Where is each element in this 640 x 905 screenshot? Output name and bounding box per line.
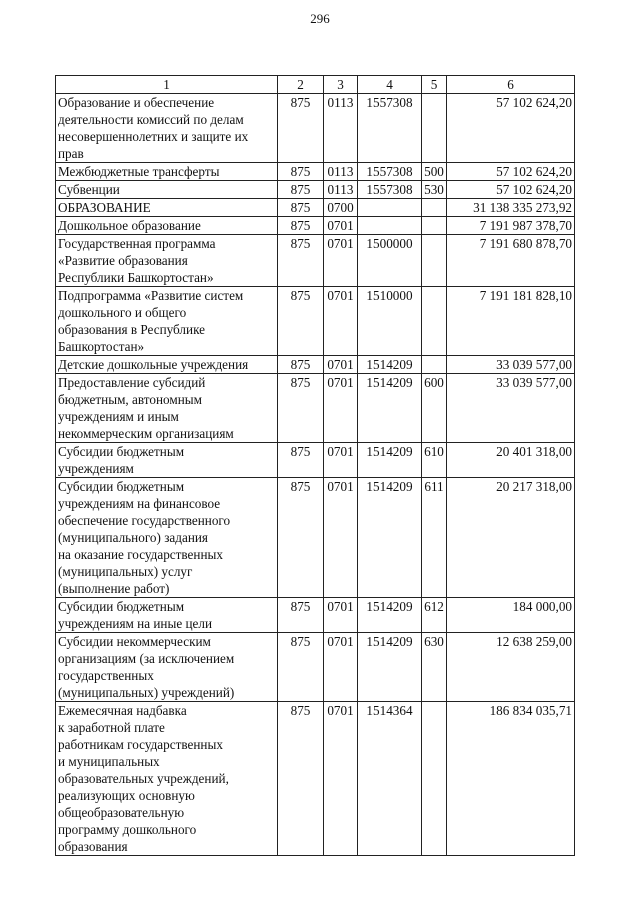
row-name-line: Государственная программа <box>58 236 216 251</box>
row-name-line: прав <box>58 146 84 161</box>
budget-table <box>55 75 575 856</box>
ministry-code-cell: 875 <box>278 443 324 478</box>
amount-cell: 186 834 035,71 <box>447 702 575 856</box>
target-article-cell <box>358 199 422 217</box>
row-name-cell <box>56 235 278 287</box>
amount-cell: 184 000,00 <box>447 598 575 633</box>
table-row <box>56 217 575 235</box>
row-name-line: Субсидии бюджетным <box>58 444 185 459</box>
table-body <box>56 94 575 856</box>
amount-cell: 31 138 335 273,92 <box>447 199 575 217</box>
page-number: 296 <box>310 11 330 26</box>
table-row <box>56 443 575 478</box>
row-name-line: деятельности комиссий по делам <box>58 112 244 127</box>
amount-cell: 7 191 987 378,70 <box>447 217 575 235</box>
expense-type-cell: 530 <box>422 181 447 199</box>
column-header: 6 <box>447 76 575 94</box>
target-article-cell: 1514209 <box>358 633 422 702</box>
section-code-cell: 0701 <box>324 287 358 356</box>
column-header: 2 <box>278 76 324 94</box>
row-name-line: образовательных учреждений, <box>58 771 229 786</box>
table-row <box>56 598 575 633</box>
row-name-cell <box>56 287 278 356</box>
row-name-line: Субсидии бюджетным <box>58 479 185 494</box>
expense-type-cell: 500 <box>422 163 447 181</box>
row-name-line: Образование и обеспечение <box>58 95 215 110</box>
row-name-line: (муниципальных) услуг <box>58 564 193 579</box>
amount-cell: 33 039 577,00 <box>447 374 575 443</box>
section-code-cell: 0701 <box>324 356 358 374</box>
row-name-cell <box>56 163 278 181</box>
target-article-cell: 1514364 <box>358 702 422 856</box>
row-name-line: реализующих основную <box>58 788 195 803</box>
table-row <box>56 633 575 702</box>
section-code-cell: 0701 <box>324 217 358 235</box>
expense-type-cell <box>422 94 447 163</box>
row-name-line: программу дошкольного <box>58 822 197 837</box>
target-article-cell: 1557308 <box>358 181 422 199</box>
target-article-cell: 1510000 <box>358 287 422 356</box>
target-article-cell: 1557308 <box>358 94 422 163</box>
row-name-line: Межбюджетные трансферты <box>58 164 220 179</box>
section-code-cell: 0701 <box>324 598 358 633</box>
row-name-cell <box>56 478 278 598</box>
table-row <box>56 199 575 217</box>
row-name-line: несовершеннолетних и защите их <box>58 129 249 144</box>
row-name-cell <box>56 374 278 443</box>
ministry-code-cell: 875 <box>278 287 324 356</box>
row-name-line: образования <box>58 839 128 854</box>
section-code-cell: 0701 <box>324 702 358 856</box>
section-code-cell: 0701 <box>324 633 358 702</box>
row-name-line: (выполнение работ) <box>58 581 170 596</box>
row-name-line: и муниципальных <box>58 754 160 769</box>
row-name-line: образования в Республике <box>58 322 206 337</box>
expense-type-cell: 630 <box>422 633 447 702</box>
table-row <box>56 235 575 287</box>
table-row <box>56 94 575 163</box>
row-name-line: учреждениям на иные цели <box>58 616 213 631</box>
row-name-cell <box>56 443 278 478</box>
column-header: 4 <box>358 76 422 94</box>
column-header: 3 <box>324 76 358 94</box>
row-name-cell <box>56 181 278 199</box>
row-name-cell <box>56 199 278 217</box>
row-name-line: учреждениям на финансовое <box>58 496 221 511</box>
row-name-line: дошкольного и общего <box>58 305 187 320</box>
row-name-line: учреждениям <box>58 461 134 476</box>
section-code-cell: 0113 <box>324 94 358 163</box>
target-article-cell: 1557308 <box>358 163 422 181</box>
row-name-line: Республики Башкортостан» <box>58 270 214 285</box>
expense-type-cell <box>422 356 447 374</box>
row-name-line: Субсидии некоммерческим <box>58 634 211 649</box>
ministry-code-cell: 875 <box>278 181 324 199</box>
column-header: 1 <box>56 76 278 94</box>
target-article-cell: 1514209 <box>358 374 422 443</box>
expense-type-cell: 600 <box>422 374 447 443</box>
row-name-line: (муниципальных) учреждений) <box>58 685 235 700</box>
row-name-line: организациям (за исключением <box>58 651 235 666</box>
table-row <box>56 356 575 374</box>
section-code-cell: 0701 <box>324 235 358 287</box>
expense-type-cell: 612 <box>422 598 447 633</box>
row-name-line: к заработной плате <box>58 720 165 735</box>
ministry-code-cell: 875 <box>278 478 324 598</box>
table-row <box>56 287 575 356</box>
amount-cell: 57 102 624,20 <box>447 94 575 163</box>
amount-cell: 12 638 259,00 <box>447 633 575 702</box>
section-code-cell: 0701 <box>324 443 358 478</box>
row-name-line: обеспечение государственного <box>58 513 231 528</box>
expense-type-cell: 611 <box>422 478 447 598</box>
row-name-cell <box>56 94 278 163</box>
section-code-cell: 0701 <box>324 478 358 598</box>
amount-cell: 7 191 181 828,10 <box>447 287 575 356</box>
row-name-line: Башкортостан» <box>58 339 145 354</box>
row-name-line: на оказание государственных <box>58 547 223 562</box>
section-code-cell: 0700 <box>324 199 358 217</box>
target-article-cell: 1514209 <box>358 478 422 598</box>
row-name-cell <box>56 598 278 633</box>
row-name-cell <box>56 217 278 235</box>
amount-cell: 20 217 318,00 <box>447 478 575 598</box>
table-row <box>56 374 575 443</box>
ministry-code-cell: 875 <box>278 163 324 181</box>
expense-type-cell <box>422 235 447 287</box>
table-row <box>56 163 575 181</box>
ministry-code-cell: 875 <box>278 217 324 235</box>
expense-type-cell <box>422 199 447 217</box>
row-name-cell <box>56 633 278 702</box>
amount-cell: 20 401 318,00 <box>447 443 575 478</box>
amount-cell: 33 039 577,00 <box>447 356 575 374</box>
table-row <box>56 702 575 856</box>
column-header: 5 <box>422 76 447 94</box>
target-article-cell: 1514209 <box>358 598 422 633</box>
table-row <box>56 181 575 199</box>
row-name-line: Субвенции <box>58 182 120 197</box>
row-name-line: Предоставление субсидий <box>58 375 206 390</box>
section-code-cell: 0701 <box>324 374 358 443</box>
ministry-code-cell: 875 <box>278 199 324 217</box>
ministry-code-cell: 875 <box>278 235 324 287</box>
table-row <box>56 478 575 598</box>
ministry-code-cell: 875 <box>278 598 324 633</box>
ministry-code-cell: 875 <box>278 94 324 163</box>
row-name-line: государственных <box>58 668 154 683</box>
ministry-code-cell: 875 <box>278 702 324 856</box>
target-article-cell <box>358 217 422 235</box>
target-article-cell: 1500000 <box>358 235 422 287</box>
ministry-code-cell: 875 <box>278 633 324 702</box>
row-name-line: (муниципального) задания <box>58 530 209 545</box>
section-code-cell: 0113 <box>324 181 358 199</box>
expense-type-cell <box>422 217 447 235</box>
header-row <box>56 76 575 94</box>
row-name-line: Детские дошкольные учреждения <box>58 357 249 372</box>
ministry-code-cell: 875 <box>278 356 324 374</box>
expense-type-cell: 610 <box>422 443 447 478</box>
row-name-line: Дошкольное образование <box>58 218 201 233</box>
row-name-cell <box>56 702 278 856</box>
row-name-line: Ежемесячная надбавка <box>58 703 187 718</box>
row-name-line: бюджетным, автономным <box>58 392 202 407</box>
section-code-cell: 0113 <box>324 163 358 181</box>
target-article-cell: 1514209 <box>358 443 422 478</box>
expense-type-cell <box>422 702 447 856</box>
ministry-code-cell: 875 <box>278 374 324 443</box>
amount-cell: 57 102 624,20 <box>447 163 575 181</box>
amount-cell: 7 191 680 878,70 <box>447 235 575 287</box>
expense-type-cell <box>422 287 447 356</box>
row-name-line: общеобразовательную <box>58 805 185 820</box>
row-name-line: некоммерческим организациям <box>58 426 234 441</box>
row-name-cell <box>56 356 278 374</box>
row-name-line: работникам государственных <box>58 737 223 752</box>
row-name-line: Подпрограмма «Развитие систем <box>58 288 244 303</box>
amount-cell: 57 102 624,20 <box>447 181 575 199</box>
target-article-cell: 1514209 <box>358 356 422 374</box>
row-name-line: учреждениям и иным <box>58 409 179 424</box>
row-name-line: Субсидии бюджетным <box>58 599 185 614</box>
row-name-line: «Развитие образования <box>58 253 188 268</box>
row-name-line: ОБРАЗОВАНИЕ <box>58 200 151 215</box>
